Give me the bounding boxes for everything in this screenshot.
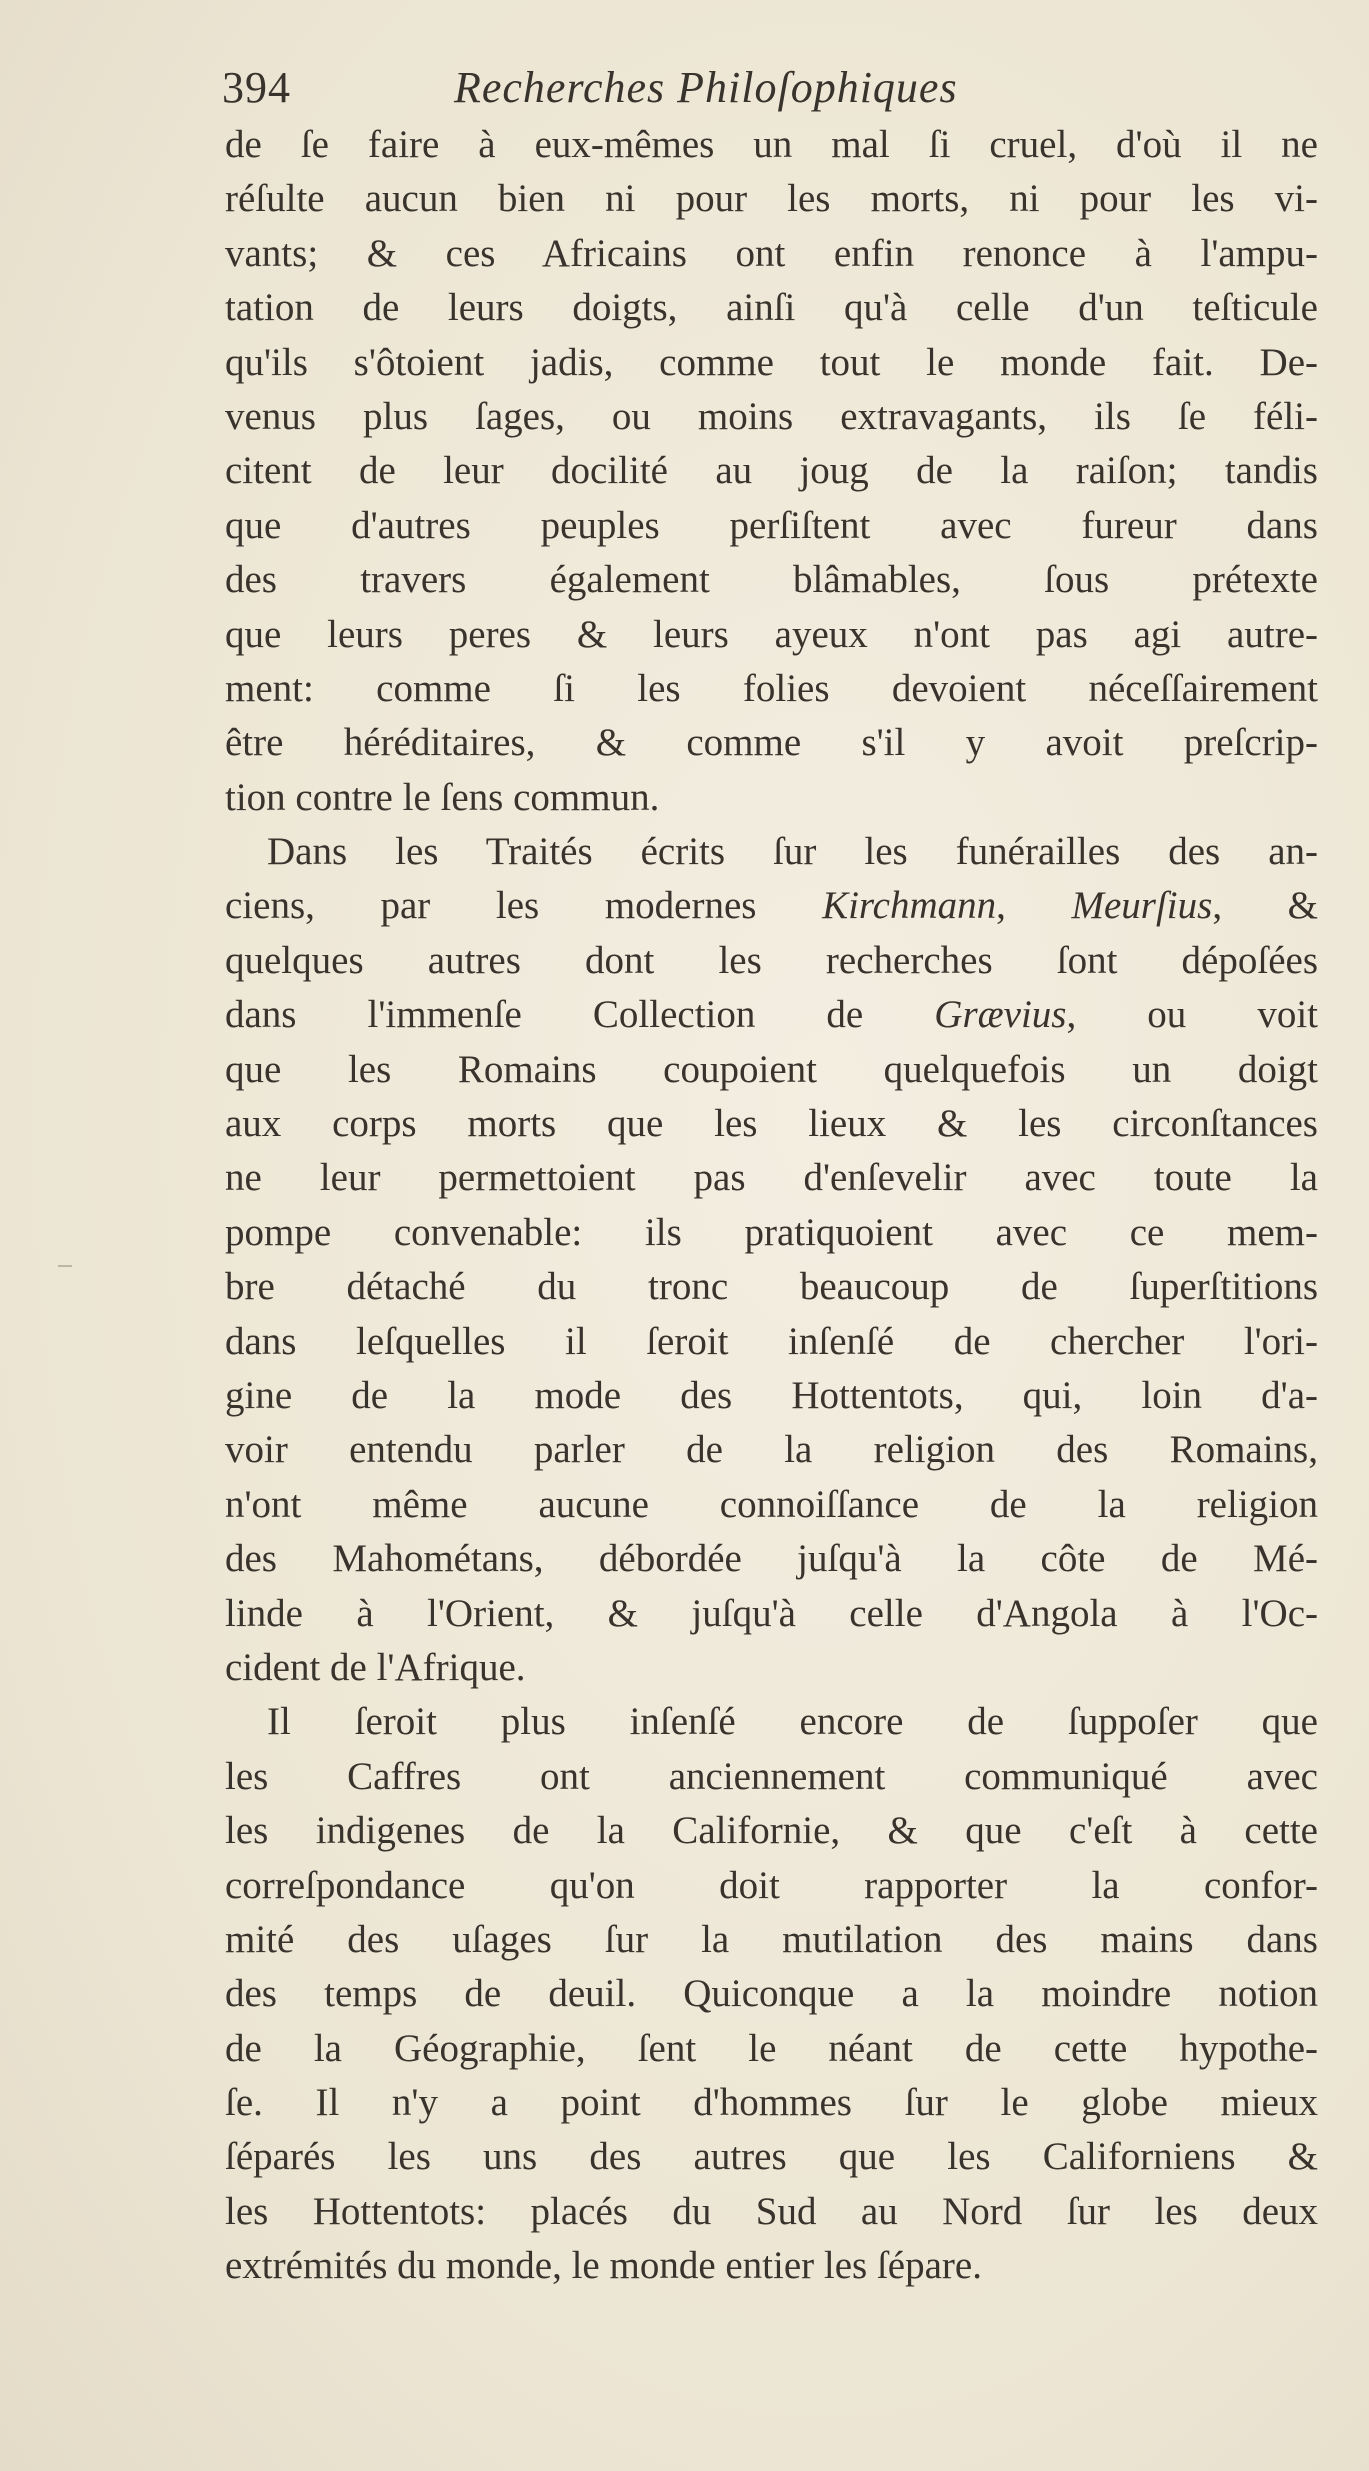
margin-mark: [58, 1265, 72, 1267]
text-line: [225, 1369, 1318, 1423]
text-segment: que d'autres peuples perſiſtent avec fureur dans: [225, 503, 1318, 547]
text-segment: n'ont même aucune connoiſſance de la religion: [225, 1482, 1318, 1526]
text-segment: de la Géographie, ſent le néant de cette hypothe-: [225, 2026, 1318, 2070]
text-line: [225, 1967, 1318, 2021]
text-segment: linde à l'Orient, & juſqu'à celle d'Angola à l'Oc-: [225, 1591, 1318, 1635]
text-line: [225, 1587, 1318, 1641]
text-line: [225, 2022, 1318, 2076]
text-segment: réſulte aucun bien ni pour les morts, ni pour les vi-: [225, 177, 1318, 221]
text-line: [225, 716, 1318, 770]
text-segment: quelques autres dont les recherches ſont dépoſées: [225, 938, 1318, 982]
text-segment: correſpondance qu'on doit rapporter la confor-: [225, 1863, 1318, 1907]
text-segment: les Hottentots: placés du Sud au Nord ſur les deux: [225, 2189, 1318, 2233]
text-line: [225, 227, 1318, 281]
text-line: [225, 336, 1318, 390]
text-line: [225, 2076, 1318, 2130]
text-segment: que les Romains coupoient quelquefois un doigt: [225, 1047, 1318, 1091]
text-line: [225, 608, 1318, 662]
text-segment: tion contre le ſens commun.: [225, 775, 660, 819]
text-segment: des Mahométans, débordée juſqu'à la côte de Mé-: [225, 1537, 1318, 1581]
text-line: [225, 2130, 1318, 2184]
text-line: [225, 771, 1318, 825]
text-segment: cident de l'Afrique.: [225, 1645, 526, 1689]
text-line: [225, 390, 1318, 444]
text-line: [225, 1260, 1318, 1314]
text-line: [225, 1151, 1318, 1205]
italic-name: Grævius: [934, 993, 1067, 1037]
text-segment: Dans les Traités écrits ſur les funérailles des an-: [267, 830, 1318, 874]
text-segment: Il ſeroit plus inſenſé encore de ſuppoſer que: [267, 1700, 1318, 1744]
text-segment: qu'ils s'ôtoient jadis, comme tout le monde fait. De-: [225, 340, 1318, 384]
text-segment: ment: comme ſi les folies devoient néceſſairement: [225, 666, 1318, 710]
text-line: [225, 172, 1318, 226]
text-line: [225, 825, 1318, 879]
text-line: [225, 281, 1318, 335]
text-line: [225, 1206, 1318, 1260]
text-line: [225, 1750, 1318, 1804]
text-line: [225, 1695, 1318, 1749]
text-segment: des travers également blâmables, ſous prétexte: [225, 558, 1318, 602]
text-line: [225, 1913, 1318, 1967]
text-segment: citent de leur docilité au joug de la raiſon; tandis: [225, 449, 1318, 493]
text-line: [225, 1423, 1318, 1477]
text-segment: que leurs peres & leurs ayeux n'ont pas agi autre-: [225, 612, 1318, 656]
page-body-text: [225, 118, 1318, 2294]
text-line: [225, 879, 1318, 933]
text-segment: ciens, par les modernes: [225, 884, 823, 928]
text-segment: dans leſquelles il ſeroit inſenſé de chercher l'ori-: [225, 1319, 1318, 1363]
text-segment: les indigenes de la Californie, & que c'eſt à cette: [225, 1809, 1318, 1853]
text-segment: pompe convenable: ils pratiquoient avec ce mem-: [225, 1210, 1318, 1254]
text-line: [225, 934, 1318, 988]
text-segment: voir entendu parler de la religion des Romains,: [225, 1428, 1318, 1472]
text-line: [225, 988, 1318, 1042]
text-segment: venus plus ſages, ou moins extravagants, ils ſe féli-: [225, 394, 1318, 438]
text-line: [225, 1478, 1318, 1532]
text-segment: mité des uſages ſur la mutilation des mains dans: [225, 1917, 1318, 1961]
page-number: 394: [222, 63, 291, 112]
text-line: [225, 444, 1318, 498]
text-segment: ſéparés les uns des autres que les Californiens &: [225, 2135, 1318, 2179]
text-line: [225, 1804, 1318, 1858]
text-segment: aux corps morts que les lieux & les circonſtances: [225, 1102, 1318, 1146]
text-segment: de ſe faire à eux-mêmes un mal ſi cruel, d'où il ne: [225, 123, 1318, 166]
text-line: [225, 553, 1318, 607]
text-line: [225, 1315, 1318, 1369]
text-segment: ſe. Il n'y a point d'hommes ſur le globe mieux: [225, 2081, 1318, 2125]
text-line: [225, 2185, 1318, 2239]
text-line: [225, 1641, 1318, 1695]
text-segment: des temps de deuil. Quiconque a la moindre notion: [225, 1972, 1318, 2016]
text-segment: , &: [1212, 884, 1319, 928]
text-segment: extrémités du monde, le monde entier les ſépare.: [225, 2244, 982, 2288]
text-line: [225, 1859, 1318, 1913]
running-title: Recherches Philoſophiques: [454, 63, 958, 112]
text-segment: tation de leurs doigts, ainſi qu'à celle d'un teſticule: [225, 286, 1318, 330]
text-line: [225, 1043, 1318, 1097]
text-segment: être héréditaires, & comme s'il y avoit preſcrip-: [225, 721, 1318, 765]
text-line: [225, 1097, 1318, 1151]
text-line: [225, 499, 1318, 553]
text-segment: , ou voit: [1066, 993, 1318, 1037]
page-header: [222, 62, 1318, 122]
text-segment: ne leur permettoient pas d'enſevelir avec toute la: [225, 1156, 1318, 1200]
text-segment: les Caffres ont anciennement communiqué avec: [225, 1754, 1318, 1798]
text-segment: ,: [996, 884, 1072, 928]
text-segment: vants; & ces Africains ont enfin renonce à l'ampu-: [225, 231, 1318, 275]
text-segment: bre détaché du tronc beaucoup de ſuperſtitions: [225, 1265, 1318, 1309]
text-line: [225, 118, 1318, 172]
text-line: [225, 662, 1318, 716]
text-segment: dans l'immenſe Collection de: [225, 993, 935, 1037]
text-segment: gine de la mode des Hottentots, qui, loin d'a-: [225, 1373, 1318, 1417]
text-line: [225, 2239, 1318, 2293]
text-line: [225, 1532, 1318, 1586]
italic-name: Meurſius: [1071, 884, 1213, 928]
italic-name: Kirchmann: [822, 884, 997, 928]
